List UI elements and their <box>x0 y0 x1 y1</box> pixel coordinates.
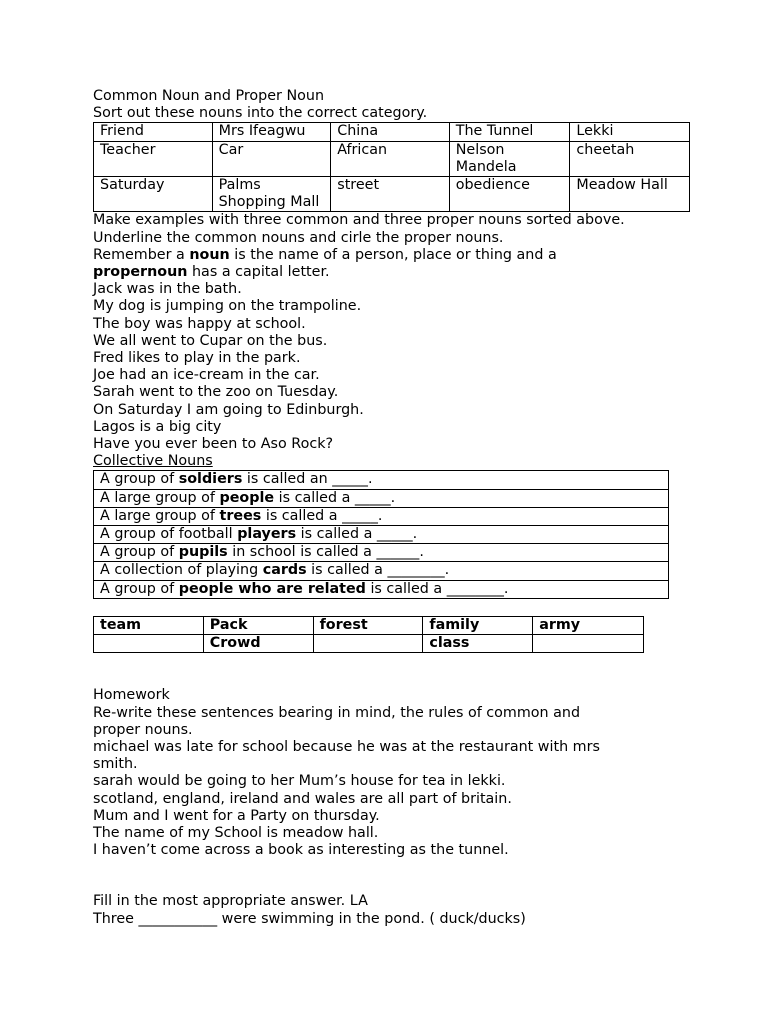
table-cell: cheetah <box>570 141 690 176</box>
homework-line: The name of my School is meadow hall. <box>93 824 379 841</box>
table-cell: Nelson Mandela <box>449 141 570 176</box>
table-cell: family <box>423 616 533 634</box>
table-cell: Mrs Ifeagwu <box>212 123 331 141</box>
row-text: is called a _____. <box>296 526 418 543</box>
row-text: A collection of playing <box>100 562 263 579</box>
row-keyword: cards <box>262 562 307 579</box>
table-cell: forest <box>313 616 423 634</box>
table-cell: Meadow Hall <box>570 177 690 212</box>
row-text: is called a ________. <box>306 562 450 579</box>
page-title: Common Noun and Proper Noun <box>93 88 325 104</box>
reminder-text: is the name of a person, place or thing and a <box>229 246 557 263</box>
sentence: Have you ever been to Aso Rock? <box>93 436 334 453</box>
homework-line: michael was late for school because he was at the restaurant with mrs <box>93 738 600 755</box>
table-cell: China <box>331 123 449 141</box>
table-cell: Car <box>212 141 331 176</box>
table-cell: Friend <box>94 123 213 141</box>
row-keyword: trees <box>219 507 262 524</box>
homework-line: Re-write these sentences bearing in mind, the rules of common and <box>93 704 581 721</box>
homework-line: smith. <box>93 756 138 773</box>
table-row <box>94 141 690 176</box>
table-cell <box>94 507 669 525</box>
reminder-line-2 <box>93 264 693 281</box>
table-cell <box>533 635 644 653</box>
row-text: A group of <box>100 544 179 561</box>
table-row <box>94 123 690 141</box>
collective-heading: Collective Nouns <box>93 453 213 470</box>
table-row <box>94 177 690 212</box>
homework-line: Mum and I went for a Party on thursday. <box>93 807 380 824</box>
sentence: Jack was in the bath. <box>93 281 242 298</box>
collective-nouns-table <box>93 470 669 598</box>
table-cell <box>94 544 669 562</box>
table-cell <box>94 526 669 544</box>
table-row <box>94 526 669 544</box>
row-text: A large group of <box>100 489 220 506</box>
spacer <box>93 859 693 893</box>
spacer <box>93 653 693 687</box>
table-cell <box>94 635 204 653</box>
row-keyword: people <box>219 489 275 506</box>
row-text: is called a _____. <box>261 507 383 524</box>
sentence: My dog is jumping on the trampoline. <box>93 298 362 315</box>
sentence: The boy was happy at school. <box>93 315 306 332</box>
reminder-text: Remember a <box>93 246 190 263</box>
table-cell <box>94 489 669 507</box>
table-row <box>94 507 669 525</box>
table-cell: Saturday <box>94 177 213 212</box>
table-row <box>94 471 669 489</box>
underline-instruction: Underline the common nouns and cirle the proper nouns. <box>93 229 504 246</box>
sentence: We all went to Cupar on the bus. <box>93 332 328 349</box>
examples-instruction: Make examples with three common and three proper nouns sorted above. <box>93 212 625 229</box>
nouns-table <box>93 122 690 212</box>
worksheet <box>93 88 693 928</box>
row-text: A group of <box>100 471 179 488</box>
sentence: Sarah went to the zoo on Tuesday. <box>93 384 339 401</box>
table-cell: class <box>423 635 533 653</box>
homework-heading: Homework <box>93 687 170 704</box>
table-row <box>94 562 669 580</box>
table-cell: Teacher <box>94 141 213 176</box>
sentence: Lagos is a big city <box>93 418 222 435</box>
table-cell <box>94 562 669 580</box>
sentence: Joe had an ice-cream in the car. <box>93 367 320 384</box>
table-cell <box>94 471 669 489</box>
row-keyword: pupils <box>178 544 228 561</box>
homework-line: proper nouns. <box>93 721 193 738</box>
table-cell: The Tunnel <box>449 123 570 141</box>
homework-line: I haven’t come across a book as interesting as the tunnel. <box>93 842 509 859</box>
reminder-line-1 <box>93 247 693 264</box>
sort-instruction: Sort out these nouns into the correct category. <box>93 105 428 122</box>
reminder-propernoun-word: propernoun <box>93 264 188 281</box>
collective-words-table <box>93 616 644 653</box>
table-row <box>94 544 669 562</box>
row-keyword: soldiers <box>178 471 243 488</box>
reminder-text: has a capital letter. <box>187 264 330 281</box>
reminder-noun-word: noun <box>189 246 230 263</box>
row-text: is called a ________. <box>365 580 509 597</box>
table-cell: obedience <box>449 177 570 212</box>
fill-heading: Fill in the most appropriate answer. LA <box>93 893 368 910</box>
table-row <box>94 635 644 653</box>
table-row <box>94 489 669 507</box>
row-keyword: people who are related <box>178 580 366 597</box>
table-cell: Crowd <box>203 635 313 653</box>
table-cell: team <box>94 616 204 634</box>
row-text: in school is called a ______. <box>227 544 424 561</box>
table-cell <box>313 635 423 653</box>
homework-line: scotland, england, ireland and wales are all part of britain. <box>93 790 512 807</box>
table-row <box>94 580 669 598</box>
table-cell: street <box>331 177 449 212</box>
fill-line: Three ___________ were swimming in the pond. ( duck/ducks) <box>93 910 526 927</box>
row-text: A group of <box>100 580 179 597</box>
sentence: Fred likes to play in the park. <box>93 350 301 367</box>
table-cell: Palms Shopping Mall <box>212 177 331 212</box>
table-cell <box>94 580 669 598</box>
sentence: On Saturday I am going to Edinburgh. <box>93 401 364 418</box>
table-cell: African <box>331 141 449 176</box>
table-cell: army <box>533 616 644 634</box>
table-cell: Pack <box>203 616 313 634</box>
row-text: A large group of <box>100 507 220 524</box>
row-text: is called an _____. <box>242 471 373 488</box>
table-row <box>94 616 644 634</box>
homework-line: sarah would be going to her Mum’s house for tea in lekki. <box>93 773 506 790</box>
row-text: is called a _____. <box>274 489 396 506</box>
row-text: A group of football <box>100 526 238 543</box>
row-keyword: players <box>237 526 297 543</box>
table-cell: Lekki <box>570 123 690 141</box>
